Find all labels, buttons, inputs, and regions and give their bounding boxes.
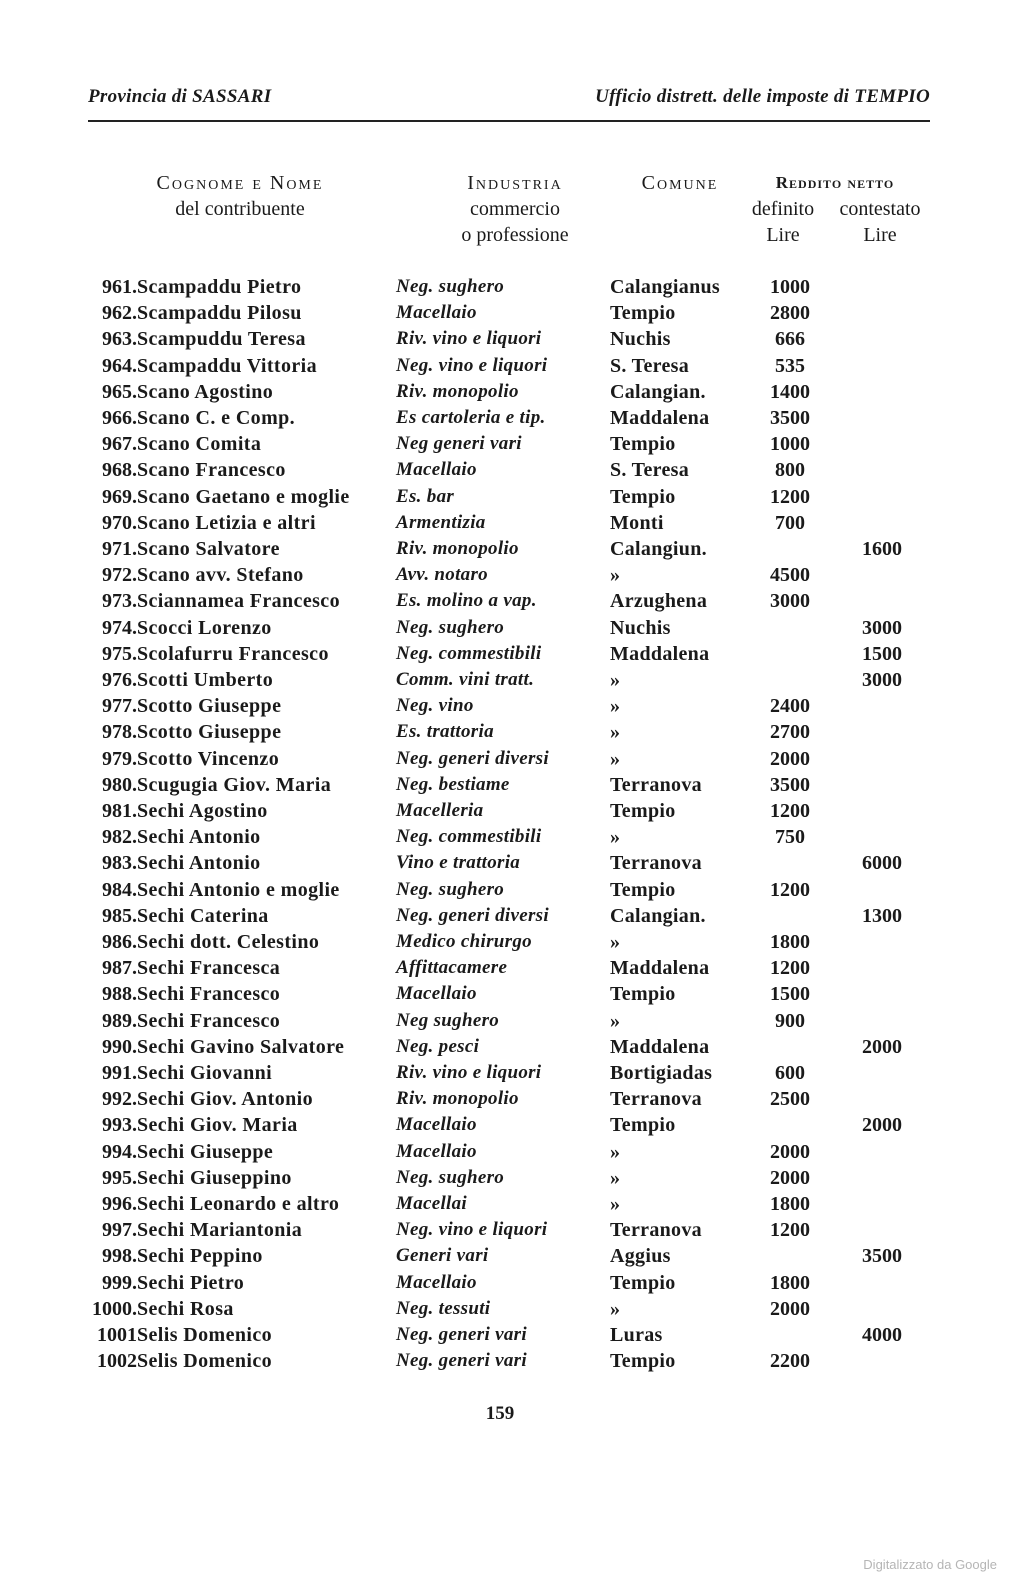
definito-cell: 1200 (770, 879, 810, 901)
definito-cell: 1500 (770, 983, 810, 1005)
taxpayer-name: Sechi dott. Celestino (137, 931, 320, 953)
column-header-definito: definito Lire (751, 198, 815, 246)
taxpayer-name: Scolafurru Francesco (137, 643, 329, 665)
industry-cell: Es. molino a vap. (396, 590, 537, 611)
comune-cell: Monti (610, 512, 664, 534)
industry-cell: Riv. vino e liquori (396, 328, 542, 349)
taxpayer-name: Scano Gaetano e moglie (137, 486, 350, 508)
industry-cell: Es cartoleria e tip. (396, 407, 546, 428)
comune-cell: Terranova (610, 1219, 702, 1241)
comune-cell: » (610, 695, 621, 717)
definito-cell: 2000 (770, 748, 810, 770)
entry-number: 970. (102, 512, 137, 534)
taxpayer-name: Sechi Francesco (137, 983, 281, 1005)
comune-cell: Tempio (610, 800, 676, 822)
table-row (0, 879, 1025, 905)
taxpayer-name: Sechi Rosa (137, 1298, 234, 1320)
industry-cell: Es. trattoria (396, 721, 494, 742)
industry-cell: Macellaio (396, 302, 477, 323)
entry-number: 962. (102, 302, 137, 324)
entry-number: 977. (102, 695, 137, 717)
industry-cell: Generi vari (396, 1245, 489, 1266)
comune-cell: Tempio (610, 879, 676, 901)
comune-cell: Maddalena (610, 407, 710, 429)
table-row (0, 1010, 1025, 1036)
table-row (0, 721, 1025, 747)
table-row (0, 1272, 1025, 1298)
definito-cell: 2400 (770, 695, 810, 717)
entry-number: 991. (102, 1062, 137, 1084)
table-row (0, 957, 1025, 983)
taxpayer-name: Sechi Pietro (137, 1272, 245, 1294)
comune-cell: Calangianus (610, 276, 721, 298)
page-header (88, 86, 930, 114)
entry-number: 990. (102, 1036, 137, 1058)
table-row (0, 1167, 1025, 1193)
table-row (0, 1193, 1025, 1219)
taxpayer-name: Scampuddu Teresa (137, 328, 306, 350)
entry-number: 969. (102, 486, 137, 508)
taxpayer-name: Sechi Antonio e moglie (137, 879, 340, 901)
table-row (0, 407, 1025, 433)
header-rule (88, 120, 930, 122)
entry-number: 995. (102, 1167, 137, 1189)
industry-cell: Riv. monopolio (396, 538, 519, 559)
comune-cell: Terranova (610, 774, 702, 796)
column-header-contestato: contestato Lire (839, 198, 921, 246)
industry-cell: Neg. commestibili (396, 643, 542, 664)
taxpayer-name: Sechi Giovanni (137, 1062, 273, 1084)
taxpayer-name: Scano avv. Stefano (137, 564, 304, 586)
comune-cell: » (610, 669, 621, 691)
definito-cell: 750 (775, 826, 805, 848)
industry-cell: Avv. notaro (396, 564, 488, 585)
taxpayer-name: Scampaddu Pietro (137, 276, 302, 298)
industry-cell: Neg. vino (396, 695, 474, 716)
entry-number: 976. (102, 669, 137, 691)
industry-cell: Neg. bestiame (396, 774, 510, 795)
table-row (0, 302, 1025, 328)
entry-number: 975. (102, 643, 137, 665)
industry-cell: Neg. generi diversi (396, 748, 549, 769)
industry-cell: Neg. sughero (396, 879, 505, 900)
column-header-comune: Comune (641, 172, 719, 194)
taxpayer-name: Scano Agostino (137, 381, 274, 403)
definito-cell: 1800 (770, 1272, 810, 1294)
taxpayer-name: Scano C. e Comp. (137, 407, 296, 429)
industry-cell: Medico chirurgo (396, 931, 532, 952)
comune-cell: Terranova (610, 852, 702, 874)
definito-cell: 3500 (770, 774, 810, 796)
table-row (0, 1219, 1025, 1245)
industry-cell: Macellaio (396, 983, 477, 1004)
entry-number: 968. (102, 459, 137, 481)
contestato-cell: 3500 (862, 1245, 902, 1267)
taxpayer-name: Scano Comita (137, 433, 262, 455)
taxpayer-name: Sechi Agostino (137, 800, 268, 822)
taxpayer-name: Sechi Antonio (137, 852, 261, 874)
entry-number: 998. (102, 1245, 137, 1267)
comune-cell: Tempio (610, 1272, 676, 1294)
definito-cell: 535 (775, 355, 805, 377)
entry-number: 963. (102, 328, 137, 350)
entry-number: 967. (102, 433, 137, 455)
entry-number: 980. (102, 774, 137, 796)
comune-cell: » (610, 721, 621, 743)
entry-number: 1000. (92, 1298, 137, 1320)
comune-cell: Arzughena (610, 590, 708, 612)
table-row (0, 433, 1025, 459)
table-row (0, 931, 1025, 957)
definito-cell: 1800 (770, 931, 810, 953)
contestato-cell: 1500 (862, 643, 902, 665)
office-title: Ufficio distrett. delle imposte di TEMPIO (595, 86, 930, 107)
industry-cell: Macellai (396, 1193, 467, 1214)
industry-cell: Neg. generi vari (396, 1324, 527, 1345)
table-row (0, 617, 1025, 643)
industry-cell: Riv. monopolio (396, 1088, 519, 1109)
comune-cell: Maddalena (610, 643, 710, 665)
comune-cell: » (610, 931, 621, 953)
taxpayer-name: Sciannamea Francesco (137, 590, 340, 612)
industry-cell: Neg. vino e liquori (396, 1219, 548, 1240)
industry-cell: Neg. pesci (396, 1036, 480, 1057)
table-row (0, 1088, 1025, 1114)
definito-cell: 1000 (770, 276, 810, 298)
taxpayer-name: Sechi Francesca (137, 957, 281, 979)
comune-cell: Aggius (610, 1245, 671, 1267)
province-title: Provincia di SASSARI (88, 86, 272, 107)
definito-cell: 4500 (770, 564, 810, 586)
comune-cell: » (610, 748, 621, 770)
contestato-cell: 2000 (862, 1036, 902, 1058)
industry-cell: Comm. vini tratt. (396, 669, 535, 690)
table-row (0, 1245, 1025, 1271)
entry-number: 1002 (97, 1350, 137, 1372)
table-row (0, 1324, 1025, 1350)
column-header-industry: Industria commercio o professione (461, 172, 569, 246)
comune-cell: Luras (610, 1324, 663, 1346)
comune-cell: » (610, 1141, 621, 1163)
column-header-name: Cognome e Nome del contribuente (156, 172, 324, 220)
definito-cell: 700 (775, 512, 805, 534)
comune-cell: » (610, 826, 621, 848)
taxpayer-name: Selis Domenico (137, 1350, 273, 1372)
table-row (0, 1350, 1025, 1376)
comune-cell: S. Teresa (610, 355, 690, 377)
taxpayer-name: Scotti Umberto (137, 669, 274, 691)
comune-cell: Tempio (610, 1350, 676, 1372)
comune-cell: » (610, 564, 621, 586)
taxpayer-name: Sechi Giuseppino (137, 1167, 292, 1189)
industry-cell: Macelleria (396, 800, 484, 821)
industry-cell: Neg. tessuti (396, 1298, 491, 1319)
definito-cell: 2000 (770, 1167, 810, 1189)
table-row (0, 355, 1025, 381)
industry-cell: Vino e trattoria (396, 852, 521, 873)
page-number: 159 (485, 1403, 515, 1424)
table-row (0, 1062, 1025, 1088)
comune-cell: Bortigiadas (610, 1062, 713, 1084)
definito-cell: 1800 (770, 1193, 810, 1215)
entry-number: 966. (102, 407, 137, 429)
taxpayer-name: Scotto Giuseppe (137, 721, 282, 743)
contestato-cell: 4000 (862, 1324, 902, 1346)
comune-cell: » (610, 1298, 621, 1320)
table-row (0, 1114, 1025, 1140)
table-row (0, 669, 1025, 695)
entry-number: 971. (102, 538, 137, 560)
comune-cell: Maddalena (610, 1036, 710, 1058)
entry-number: 997. (102, 1219, 137, 1241)
entry-number: 978. (102, 721, 137, 743)
table-row (0, 983, 1025, 1009)
entry-number: 994. (102, 1141, 137, 1163)
taxpayer-name: Sechi Giov. Maria (137, 1114, 298, 1136)
taxpayer-name: Sechi Caterina (137, 905, 269, 927)
industry-cell: Macellaio (396, 459, 477, 480)
industry-cell: Neg. sughero (396, 617, 505, 638)
table-row (0, 643, 1025, 669)
table-row (0, 276, 1025, 302)
comune-cell: Tempio (610, 433, 676, 455)
table-row (0, 748, 1025, 774)
table-row (0, 695, 1025, 721)
table-row (0, 852, 1025, 878)
entry-number: 981. (102, 800, 137, 822)
comune-cell: Calangian. (610, 381, 706, 403)
industry-cell: Neg. generi diversi (396, 905, 549, 926)
comune-cell: Terranova (610, 1088, 702, 1110)
entry-number: 972. (102, 564, 137, 586)
comune-cell: Tempio (610, 1114, 676, 1136)
industry-cell: Armentizia (396, 512, 486, 533)
industry-cell: Riv. vino e liquori (396, 1062, 542, 1083)
entry-number: 961. (102, 276, 137, 298)
taxpayer-name: Scano Francesco (137, 459, 286, 481)
entry-number: 996. (102, 1193, 137, 1215)
entry-number: 989. (102, 1010, 137, 1032)
entry-number: 999. (102, 1272, 137, 1294)
entry-number: 983. (102, 852, 137, 874)
entry-number: 984. (102, 879, 137, 901)
entry-number: 1001 (97, 1324, 137, 1346)
industry-cell: Neg generi vari (396, 433, 522, 454)
table-row (0, 381, 1025, 407)
taxpayer-name: Scocci Lorenzo (137, 617, 272, 639)
table-row (0, 774, 1025, 800)
entry-number: 992. (102, 1088, 137, 1110)
taxpayer-name: Sechi Francesco (137, 1010, 281, 1032)
comune-cell: S. Teresa (610, 459, 690, 481)
industry-cell: Neg. sughero (396, 276, 505, 297)
comune-cell: Nuchis (610, 617, 671, 639)
industry-cell: Macellaio (396, 1141, 477, 1162)
taxpayer-name: Selis Domenico (137, 1324, 273, 1346)
definito-cell: 2700 (770, 721, 810, 743)
contestato-cell: 6000 (862, 852, 902, 874)
table-row (0, 1141, 1025, 1167)
definito-cell: 3000 (770, 590, 810, 612)
taxpayer-name: Scano Letizia e altri (137, 512, 316, 534)
industry-cell: Neg. sughero (396, 1167, 505, 1188)
industry-cell: Riv. monopolio (396, 381, 519, 402)
comune-cell: Calangian. (610, 905, 706, 927)
contestato-cell: 1600 (862, 538, 902, 560)
definito-cell: 1200 (770, 1219, 810, 1241)
definito-cell: 2000 (770, 1141, 810, 1163)
industry-cell: Macellaio (396, 1272, 477, 1293)
entry-number: 973. (102, 590, 137, 612)
comune-cell: Calangiun. (610, 538, 707, 560)
entry-number: 965. (102, 381, 137, 403)
taxpayer-name: Sechi Antonio (137, 826, 261, 848)
contestato-cell: 3000 (862, 617, 902, 639)
table-row (0, 459, 1025, 485)
industry-cell: Neg sughero (396, 1010, 500, 1031)
column-header-reddito: Reddito netto (775, 173, 895, 192)
definito-cell: 1200 (770, 957, 810, 979)
definito-cell: 800 (775, 459, 805, 481)
table-row (0, 486, 1025, 512)
table-row (0, 590, 1025, 616)
definito-cell: 1400 (770, 381, 810, 403)
table-row (0, 1298, 1025, 1324)
definito-cell: 666 (775, 328, 805, 350)
entry-number: 964. (102, 355, 137, 377)
comune-cell: » (610, 1010, 621, 1032)
definito-cell: 600 (775, 1062, 805, 1084)
table-row (0, 1036, 1025, 1062)
taxpayer-name: Scotto Giuseppe (137, 695, 282, 717)
table-row (0, 905, 1025, 931)
taxpayer-name: Sechi Mariantonia (137, 1219, 303, 1241)
taxpayer-name: Sechi Gavino Salvatore (137, 1036, 345, 1058)
entry-number: 987. (102, 957, 137, 979)
taxpayer-name: Sechi Leonardo e altro (137, 1193, 340, 1215)
taxpayer-name: Scampaddu Vittoria (137, 355, 318, 377)
taxpayer-name: Scano Salvatore (137, 538, 280, 560)
entry-number: 974. (102, 617, 137, 639)
table-row (0, 800, 1025, 826)
definito-cell: 1200 (770, 800, 810, 822)
table-row (0, 512, 1025, 538)
entry-number: 982. (102, 826, 137, 848)
taxpayer-name: Sechi Giov. Antonio (137, 1088, 313, 1110)
table-row (0, 538, 1025, 564)
definito-cell: 2200 (770, 1350, 810, 1372)
industry-cell: Macellaio (396, 1114, 477, 1135)
entry-number: 985. (102, 905, 137, 927)
comune-cell: » (610, 1167, 621, 1189)
comune-cell: Nuchis (610, 328, 671, 350)
definito-cell: 900 (775, 1010, 805, 1032)
contestato-cell: 1300 (862, 905, 902, 927)
definito-cell: 2500 (770, 1088, 810, 1110)
comune-cell: Tempio (610, 486, 676, 508)
taxpayer-name: Sechi Giuseppe (137, 1141, 274, 1163)
definito-cell: 1200 (770, 486, 810, 508)
definito-cell: 1000 (770, 433, 810, 455)
entry-number: 986. (102, 931, 137, 953)
entry-number: 988. (102, 983, 137, 1005)
comune-cell: Tempio (610, 302, 676, 324)
industry-cell: Neg. generi vari (396, 1350, 527, 1371)
watermark: Digitalizzato da Google (863, 1557, 997, 1572)
industry-cell: Neg. vino e liquori (396, 355, 548, 376)
definito-cell: 2800 (770, 302, 810, 324)
definito-cell: 2000 (770, 1298, 810, 1320)
comune-cell: Maddalena (610, 957, 710, 979)
table-row (0, 328, 1025, 354)
taxpayer-name: Scugugia Giov. Maria (137, 774, 332, 796)
entry-number: 993. (102, 1114, 137, 1136)
taxpayer-name: Sechi Peppino (137, 1245, 263, 1267)
industry-cell: Neg. commestibili (396, 826, 542, 847)
table-row (0, 826, 1025, 852)
industry-cell: Affittacamere (396, 957, 508, 978)
contestato-cell: 2000 (862, 1114, 902, 1136)
table-row (0, 564, 1025, 590)
comune-cell: » (610, 1193, 621, 1215)
taxpayer-name: Scotto Vincenzo (137, 748, 280, 770)
comune-cell: Tempio (610, 983, 676, 1005)
contestato-cell: 3000 (862, 669, 902, 691)
entry-number: 979. (102, 748, 137, 770)
taxpayer-name: Scampaddu Pilosu (137, 302, 302, 324)
definito-cell: 3500 (770, 407, 810, 429)
industry-cell: Es. bar (396, 486, 455, 507)
